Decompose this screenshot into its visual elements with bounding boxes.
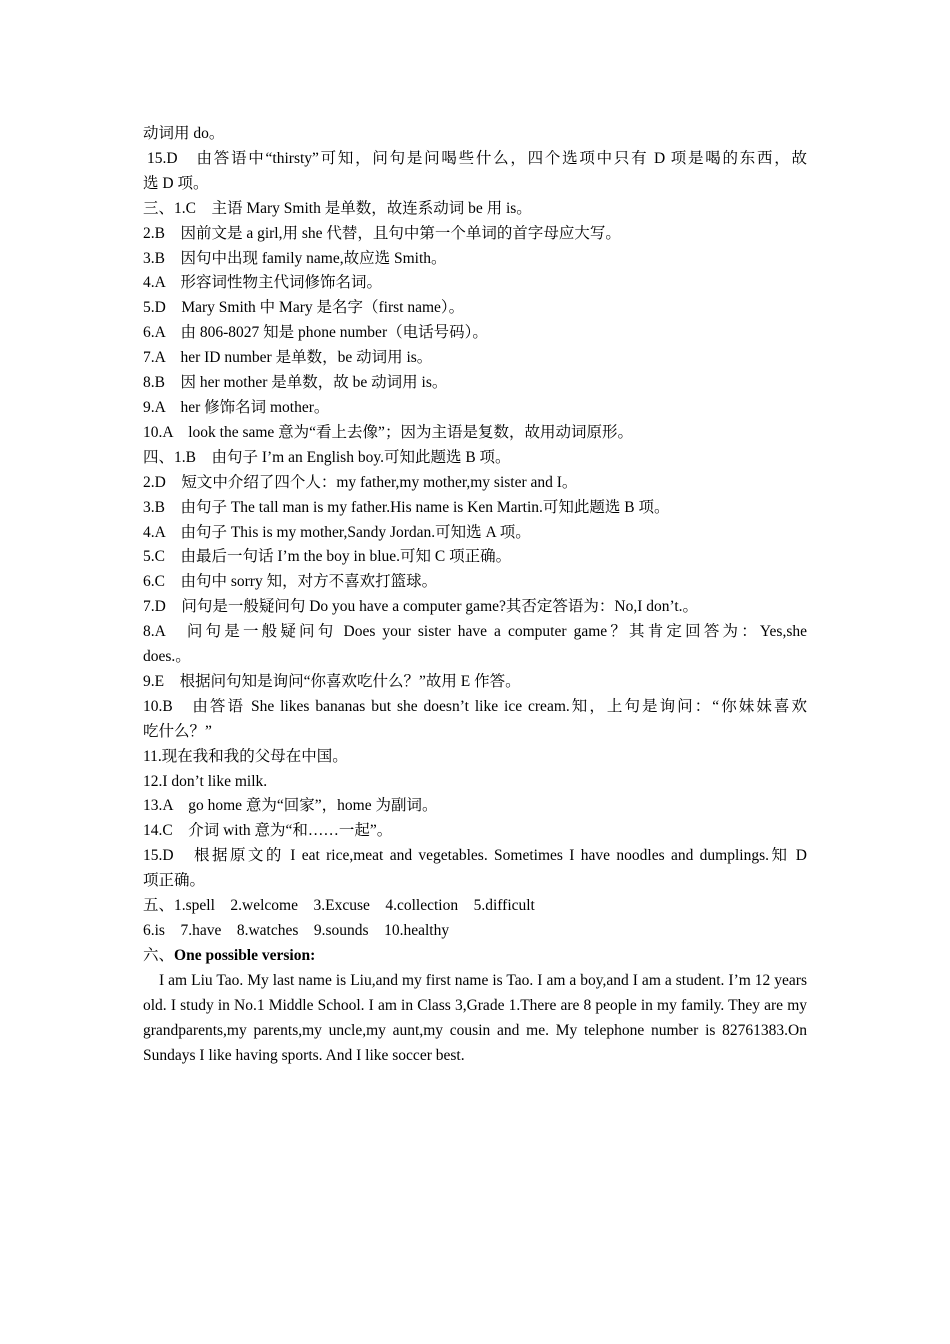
answer-line: 7.A her ID number 是单数，be 动词用 is。 bbox=[143, 349, 433, 367]
answer-line: 6.is 7.have 8.watches 9.sounds 10.healthy bbox=[143, 922, 450, 939]
answer-line: 14.C 介词 with 意为“和……一起”。 bbox=[143, 822, 393, 840]
answer-line: 8.A 问句是一般疑问句 Does your sister have a computer game？其肯定回答为：Yes,she bbox=[143, 623, 807, 641]
answer-line: 选 D 项。 bbox=[143, 174, 209, 192]
answer-line: 10.A look the same 意为“看上去像”；因为主语是复数，故用动词原形。 bbox=[143, 423, 633, 441]
answer-key-page bbox=[143, 122, 807, 1068]
answer-line: 五、1.spell 2.welcome 3.Excuse 4.collection 5.difficult bbox=[143, 897, 535, 915]
answer-line: 6.C 由句中 sorry 知，对方不喜欢打篮球。 bbox=[143, 573, 438, 591]
section-six-prefix: 六、 bbox=[143, 946, 175, 964]
answer-line: 9.E 根据问句知是询问“你喜欢吃什么？”故用 E 作答。 bbox=[143, 672, 521, 690]
answer-line: 3.B 因句中出现 family name,故应选 Smith。 bbox=[143, 249, 447, 267]
answer-line: does.。 bbox=[143, 648, 191, 666]
sample-essay: I am Liu Tao. My last name is Liu,and my first name is Tao. I am a boy,and I am a student. I’m 12 years old. I study in No.1 Middle School. I am in Class 3,Grade 1.There are 8 people in my family. They are my grandparents,my parents,my uncle,my aunt,my cousin and me. My telephone number is 82761383.On Sundays I like having sports. And I like soccer best. bbox=[143, 971, 807, 1064]
answer-line: 5.C 由最后一句话 I’m the boy in blue.可知 C 项正确。 bbox=[143, 548, 512, 566]
answer-line: 10.B 由答语 She likes bananas but she doesn’t like ice cream.知，上句是询问：“你妹妹喜欢 bbox=[143, 697, 807, 715]
answer-line: 7.D 问句是一般疑问句 Do you have a computer game?其否定答语为：No,I don’t.。 bbox=[143, 598, 699, 616]
answer-line: 三、1.C 主语 Mary Smith 是单数，故连系动词 be 用 is。 bbox=[143, 199, 532, 217]
answer-line: 11.现在我和我的父母在中国。 bbox=[143, 747, 348, 765]
answer-line: 12.I don’t like milk. bbox=[143, 772, 268, 790]
answer-line: 4.A 由句子 This is my mother,Sandy Jordan.可知选 A 项。 bbox=[143, 523, 531, 541]
section-six-heading bbox=[143, 944, 807, 969]
answer-line: 13.A go home 意为“回家”，home 为副词。 bbox=[143, 797, 438, 815]
section-six-title: One possible version: bbox=[174, 946, 316, 964]
answer-line: 2.D 短文中介绍了四个人：my father,my mother,my sister and I。 bbox=[143, 473, 578, 491]
answer-line: 4.A 形容词性物主代词修饰名词。 bbox=[143, 274, 382, 292]
answer-line: 15.D 由答语中“thirsty”可知，问句是问喝些什么，四个选项中只有 D 项是喝的东西，故 bbox=[147, 149, 807, 167]
answer-line: 项正确。 bbox=[143, 872, 206, 890]
answer-line: 动词用 do。 bbox=[143, 125, 225, 142]
answer-line: 3.B 由句子 The tall man is my father.His name is Ken Martin.可知此题选 B 项。 bbox=[143, 498, 670, 516]
answer-line: 四、1.B 由句子 I’m an English boy.可知此题选 B 项。 bbox=[143, 448, 511, 466]
answer-line: 8.B 因 her mother 是单数，故 be 动词用 is。 bbox=[143, 374, 448, 392]
answer-lines bbox=[143, 122, 807, 944]
answer-line: 9.A her 修饰名词 mother。 bbox=[143, 398, 330, 416]
answer-line: 5.D Mary Smith 中 Mary 是名字（first name）。 bbox=[143, 299, 465, 317]
answer-line: 吃什么？” bbox=[143, 722, 212, 740]
answer-line: 6.A 由 806-8027 知是 phone number（电话号码）。 bbox=[143, 324, 488, 342]
answer-line: 2.B 因前文是 a girl,用 she 代替，且句中第一个单词的首字母应大写。 bbox=[143, 224, 621, 242]
answer-line: 15.D 根据原文的 I eat rice,meat and vegetables. Sometimes I have noodles and dumplings.知 D bbox=[143, 847, 807, 865]
